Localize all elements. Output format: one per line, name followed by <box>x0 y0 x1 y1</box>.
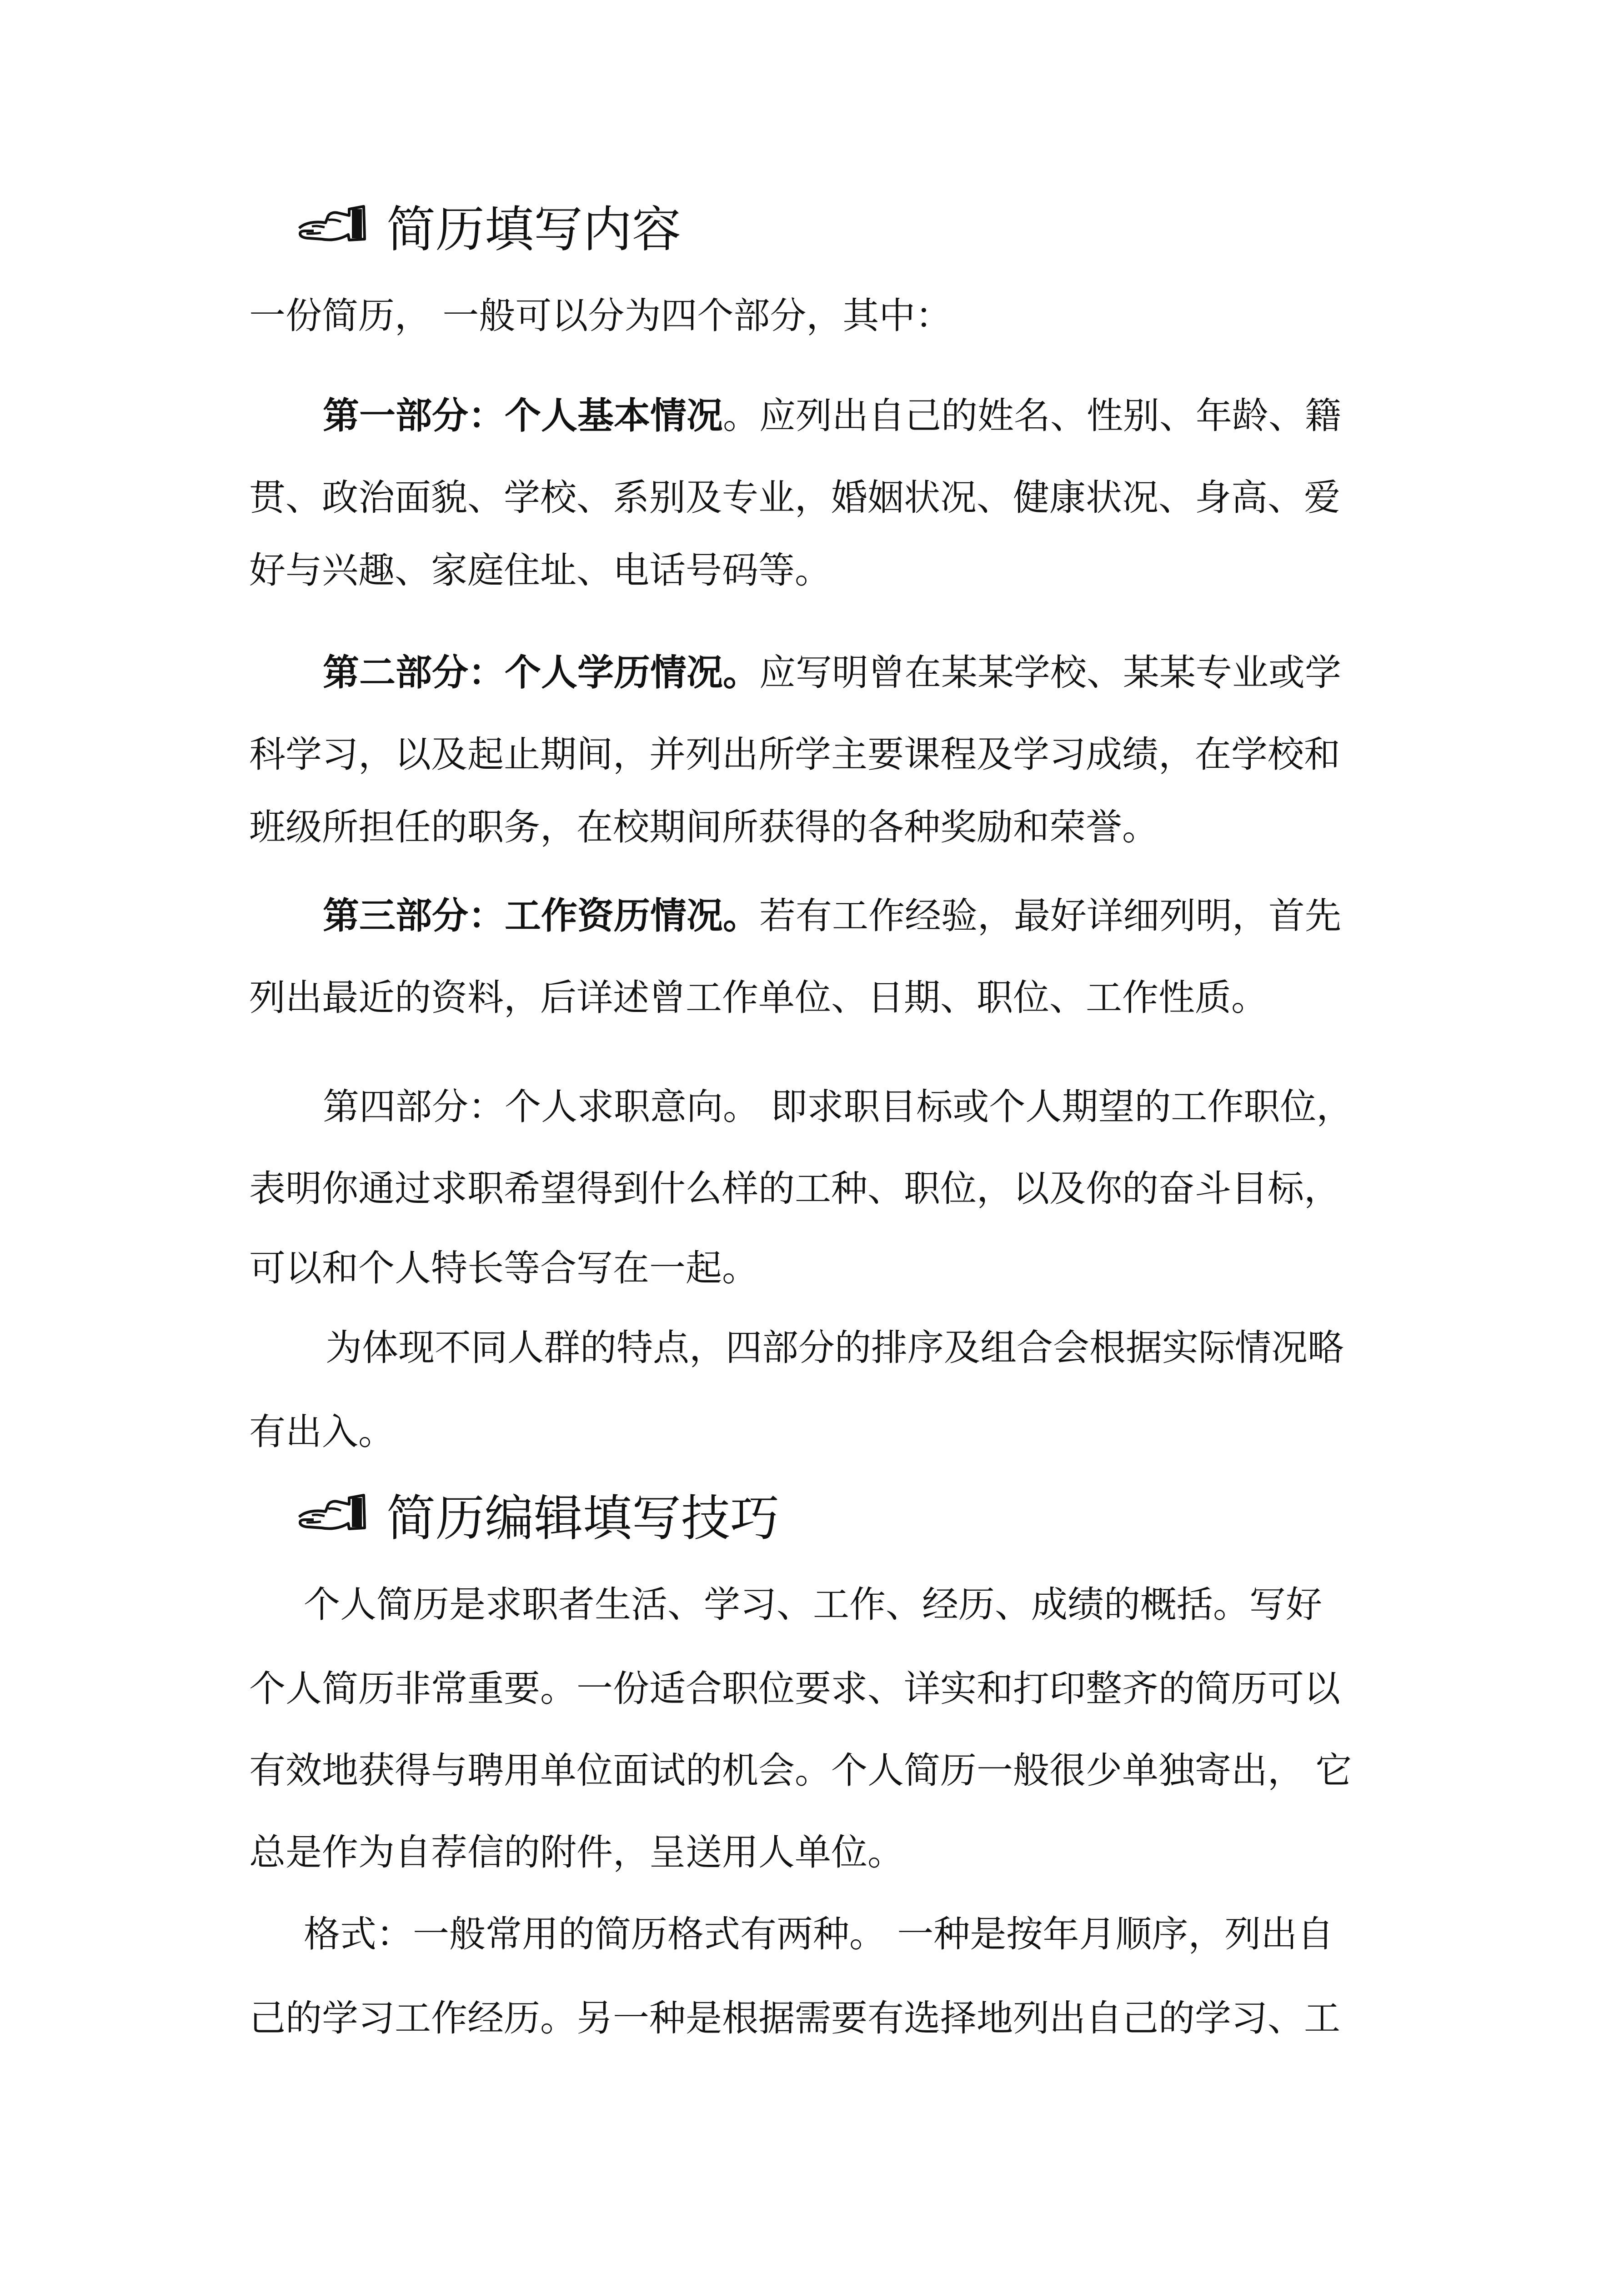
part1-line-1 <box>323 391 1341 441</box>
part4-line-3: 可以和个人特长等合写在一起。 <box>249 1247 758 1289</box>
part3-line-1 <box>323 891 1341 941</box>
part3-lead: 第三部分：工作资历情况。 <box>323 895 759 937</box>
hand-pointing-icon <box>296 200 368 250</box>
part2-text: 应写明曾在某某学校、某某专业或学 <box>759 651 1341 694</box>
part3-text: 若有工作经验，最好详细列明，首先 <box>759 895 1341 937</box>
tips-p2-line-2: 己的学习工作经历。另一种是根据需要有选择地列出自己的学习、工 <box>249 1997 1340 2039</box>
part4-line-2: 表明你通过求职希望得到什么样的工种、职位，以及你的奋斗目标， <box>249 1167 1340 1210</box>
section-heading-resume-tips <box>296 1480 779 1548</box>
part2-line-3: 班级所担任的职务，在校期间所获得的各种奖励和荣誉。 <box>249 806 1158 848</box>
tips-p1-line-4: 总是作为自荐信的附件，呈送用人单位。 <box>249 1831 904 1873</box>
section-heading-resume-content <box>296 191 681 259</box>
part4-text: 即求职目标或个人期望的工作职位， <box>759 1086 1353 1128</box>
part2-line-1 <box>323 648 1341 698</box>
heading-text: 简历编辑填写技巧 <box>386 1490 780 1547</box>
intro-line: 一份简历， 一般可以分为四个部分，其中： <box>249 295 952 337</box>
part1-lead: 第一部分：个人基本情况 <box>323 395 723 437</box>
tips-p2-line-1: 格式：一般常用的简历格式有两种。 一种是按年月顺序，列出自 <box>304 1913 1334 1955</box>
note-line-1: 为体现不同人群的特点，四部分的排序及组合会根据实际情况略 <box>326 1327 1344 1369</box>
tips-p1-line-2: 个人简历非常重要。一份适合职位要求、详实和打印整齐的简历可以 <box>249 1667 1340 1710</box>
part1-line-2: 贯、政治面貌、学校、系别及专业，婚姻状况、健康状况、身高、爱 <box>249 476 1340 519</box>
heading-text: 简历填写内容 <box>386 201 682 258</box>
part2-line-2: 科学习，以及起止期间，并列出所学主要课程及学习成绩，在学校和 <box>249 733 1340 776</box>
part2-lead: 第二部分：个人学历情况。 <box>323 651 759 694</box>
note-line-2: 有出入。 <box>249 1411 395 1453</box>
part3-line-2: 列出最近的资料，后详述曾工作单位、日期、职位、工作性质。 <box>249 976 1268 1019</box>
tips-p1-line-3: 有效地获得与聘用单位面试的机会。个人简历一般很少单独寄出， 它 <box>249 1749 1352 1792</box>
part1-text: 。应列出自己的姓名、性别、年龄、籍 <box>723 395 1341 437</box>
part4-line-1 <box>323 1082 1353 1132</box>
hand-pointing-icon <box>296 1489 368 1539</box>
part1-line-3: 好与兴趣、家庭住址、电话号码等。 <box>249 549 831 591</box>
tips-p1-line-1: 个人简历是求职者生活、学习、工作、经历、成绩的概括。写好 <box>304 1583 1322 1626</box>
part4-lead: 第四部分：个人求职意向。 <box>323 1086 759 1128</box>
